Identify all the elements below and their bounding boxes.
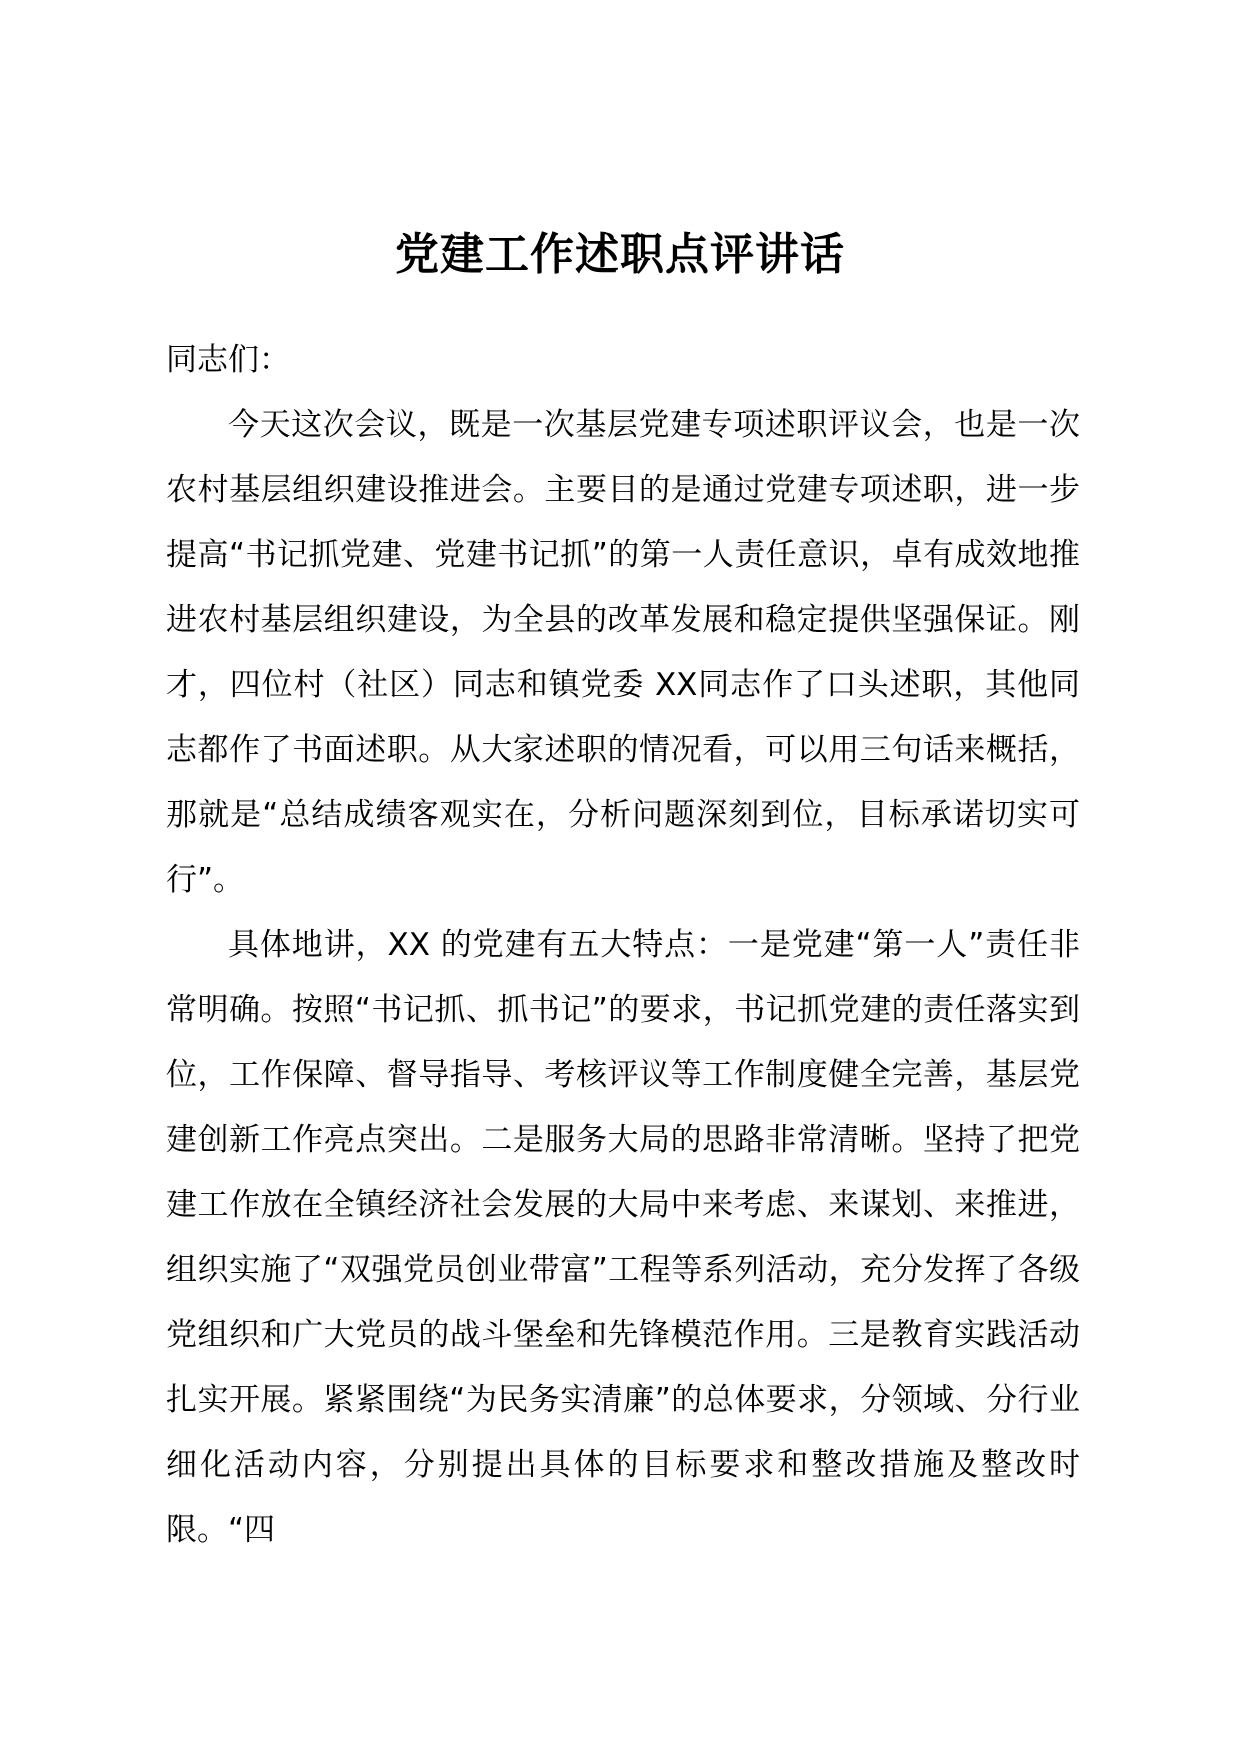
paragraph-1: 今天这次会议，既是一次基层党建专项述职评议会，也是一次农村基层组织建设推进会。主要目的是通过党建专项述职，进一步提高“书记抓党建、党建书记抓”的第一人责任意识，卓有成效地推进农村基层组织建设，为全县的改革发展和稳定提供坚强保证。刚才，四位村（社区）同志和镇党委 XX同志作了口头述职，其他同志都作了书面述职。从大家述职的情况看，可以用三句话来概括，那就是“总结成绩客观实在，分析问题深刻到位，目标承诺切实可行”。 [166,407,1080,898]
paragraph-2: 具体地讲，XX 的党建有五大特点：一是党建“第一人”责任非常明确。按照“书记抓、抓书记”的要求，书记抓党建的责任落实到位，工作保障、督导指导、考核评议等工作制度健全完善，基层党建创新工作亮点突出。二是服务大局的思路非常清晰。坚持了把党建工作放在全镇经济社会发展的大局中来考虑、来谋划、来推进，组织实施了“双强党员创业带富”工程等系列活动，充分发挥了各级党组织和广大党员的战斗堡垒和先锋模范作用。三是教育实践活动扎实开展。紧紧围绕“为民务实清廉”的总体要求，分领域、分行业细化活动内容，分别提出具体的目标要求和整改措施及整改时限。“四 [166,927,1080,1548]
salutation: 同志们： [166,342,290,378]
page-title: 党建工作述职点评讲话 [395,229,845,281]
document-body [166,328,1080,1563]
